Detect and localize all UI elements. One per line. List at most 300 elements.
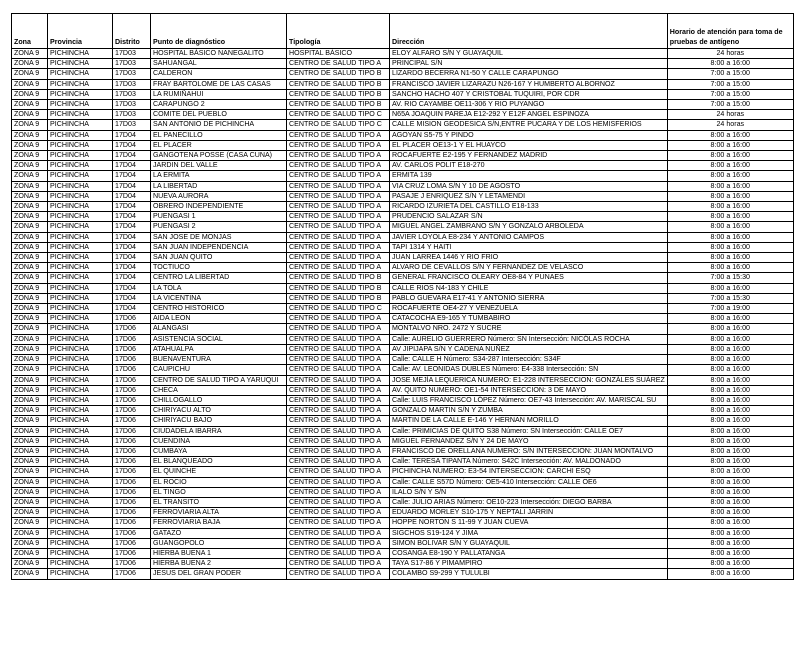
cell-zona: ZONA 9 [12,69,48,79]
cell-horario: 8:00 a 16:00 [667,212,793,222]
cell-tipologia: CENTRO DE SALUD TIPO B [287,69,390,79]
cell-provincia: PICHINCHA [48,100,113,110]
cell-punto: ASISTENCIA SOCIAL [151,334,287,344]
cell-tipologia: CENTRO DE SALUD TIPO A [287,528,390,538]
cell-provincia: PICHINCHA [48,457,113,467]
cell-distrito: 17D06 [113,508,151,518]
cell-horario: 7:00 a 15:00 [667,69,793,79]
cell-horario: 8:00 a 16:00 [667,344,793,354]
cell-tipologia: CENTRO DE SALUD TIPO A [287,232,390,242]
cell-zona: ZONA 9 [12,314,48,324]
cell-punto: JESUS DEL GRAN PODER [151,569,287,579]
cell-tipologia: CENTRO DE SALUD TIPO B [287,283,390,293]
cell-direccion: SIMON BOLIVAR S/N Y GUAYAQUIL [390,538,668,548]
cell-direccion: AV. QUITO NUMERO: OE1-54 INTERSECCION: 3 DE MAYO [390,385,668,395]
cell-zona: ZONA 9 [12,334,48,344]
cell-provincia: PICHINCHA [48,242,113,252]
cell-tipologia: CENTRO DE SALUD TIPO A [287,467,390,477]
cell-tipologia: CENTRO DE SALUD TIPO A [287,375,390,385]
table-row [12,140,794,150]
cell-distrito: 17D03 [113,49,151,59]
table-row [12,283,794,293]
cell-horario: 8:00 a 16:00 [667,130,793,140]
cell-distrito: 17D06 [113,324,151,334]
cell-punto: HIERBA BUENA 1 [151,548,287,558]
cell-horario: 8:00 a 16:00 [667,518,793,528]
cell-zona: ZONA 9 [12,324,48,334]
cell-provincia: PICHINCHA [48,385,113,395]
cell-horario: 8:00 a 16:00 [667,538,793,548]
cell-tipologia: CENTRO DE SALUD TIPO A [287,538,390,548]
cell-punto: PUENGASI 2 [151,222,287,232]
cell-tipologia: CENTRO DE SALUD TIPO A [287,446,390,456]
cell-tipologia: CENTRO DE SALUD TIPO A [287,497,390,507]
cell-tipologia: CENTRO DE SALUD TIPO A [287,222,390,232]
cell-tipologia: CENTRO DE SALUD TIPO A [287,151,390,161]
cell-distrito: 17D04 [113,304,151,314]
cell-provincia: PICHINCHA [48,426,113,436]
cell-horario: 24 horas [667,49,793,59]
cell-horario: 8:00 a 16:00 [667,416,793,426]
cell-horario: 8:00 a 16:00 [667,487,793,497]
cell-direccion: ROCAFUERTE E2-195 Y FERNANDEZ MADRID [390,151,668,161]
cell-horario: 8:00 a 16:00 [667,477,793,487]
cell-direccion: GONZALO MARTIN S/N Y ZUMBA [390,406,668,416]
cell-tipologia: CENTRO DE SALUD TIPO A [287,59,390,69]
cell-horario: 8:00 a 16:00 [667,375,793,385]
cell-punto: AIDA LEON [151,314,287,324]
cell-direccion: MARTIN DE LA CALLE E-146 Y HERNAN MORILLO [390,416,668,426]
cell-direccion: VIA CRUZ LOMA S/N Y 10 DE AGOSTO [390,181,668,191]
cell-distrito: 17D04 [113,232,151,242]
table-row [12,334,794,344]
cell-provincia: PICHINCHA [48,110,113,120]
cell-zona: ZONA 9 [12,355,48,365]
cell-provincia: PICHINCHA [48,355,113,365]
cell-zona: ZONA 9 [12,344,48,354]
cell-horario: 8:00 a 16:00 [667,365,793,375]
table-row [12,130,794,140]
cell-punto: ATAHUALPA [151,344,287,354]
cell-tipologia: CENTRO DE SALUD TIPO A [287,140,390,150]
cell-zona: ZONA 9 [12,304,48,314]
table-header [12,14,794,49]
cell-tipologia: CENTRO DE SALUD TIPO B [287,89,390,99]
table-row [12,253,794,263]
cell-direccion: TAPI 1314 Y HAITI [390,242,668,252]
cell-provincia: PICHINCHA [48,467,113,477]
table-row [12,69,794,79]
cell-zona: ZONA 9 [12,548,48,558]
table-row [12,528,794,538]
table-row [12,171,794,181]
table-row [12,202,794,212]
cell-zona: ZONA 9 [12,120,48,130]
cell-provincia: PICHINCHA [48,528,113,538]
header-distrito: Distrito [113,14,151,49]
cell-distrito: 17D06 [113,395,151,405]
cell-punto: BUENAVENTURA [151,355,287,365]
cell-direccion: AV. CARLOS POLIT E18-270 [390,161,668,171]
cell-tipologia: CENTRO DE SALUD TIPO A [287,457,390,467]
cell-zona: ZONA 9 [12,110,48,120]
cell-distrito: 17D04 [113,263,151,273]
cell-horario: 8:00 a 16:00 [667,263,793,273]
cell-horario: 8:00 a 16:00 [667,548,793,558]
cell-punto: PUENGASI 1 [151,212,287,222]
cell-direccion: JAVIER LOYOLA E8-234 Y ANTONIO CAMPOS [390,232,668,242]
table-row [12,375,794,385]
cell-direccion: AV JIPIJAPA S/N Y CADENA NUÑEZ [390,344,668,354]
cell-tipologia: CENTRO DE SALUD TIPO A [287,426,390,436]
cell-provincia: PICHINCHA [48,89,113,99]
table-row [12,477,794,487]
cell-punto: CENTRO LA LIBERTAD [151,273,287,283]
cell-provincia: PICHINCHA [48,548,113,558]
cell-distrito: 17D06 [113,385,151,395]
cell-distrito: 17D04 [113,253,151,263]
cell-punto: GANGOTENA POSSE (CASA CUNA) [151,151,287,161]
cell-zona: ZONA 9 [12,222,48,232]
cell-direccion: N65A JOAQUIN PAREJA E12-292 Y E12F ANGEL ESPINOZA [390,110,668,120]
cell-provincia: PICHINCHA [48,212,113,222]
cell-provincia: PICHINCHA [48,161,113,171]
table-row [12,518,794,528]
cell-punto: EL TINGO [151,487,287,497]
cell-horario: 8:00 a 16:00 [667,355,793,365]
table-row [12,222,794,232]
cell-horario: 24 horas [667,120,793,130]
cell-punto: HOSPITAL BÁSICO NANEGALITO [151,49,287,59]
cell-horario: 8:00 a 16:00 [667,181,793,191]
table-row [12,385,794,395]
table-row [12,446,794,456]
cell-distrito: 17D06 [113,538,151,548]
cell-direccion: EDUARDO MORLEY S10-175 Y NEPTALI JARRIN [390,508,668,518]
cell-zona: ZONA 9 [12,273,48,283]
header-zona: Zona [12,14,48,49]
table-row [12,406,794,416]
cell-provincia: PICHINCHA [48,232,113,242]
cell-tipologia: CENTRO DE SALUD TIPO A [287,253,390,263]
cell-tipologia: CENTRO DE SALUD TIPO B [287,79,390,89]
cell-punto: CALDERON [151,69,287,79]
table-row [12,497,794,507]
cell-direccion: GENERAL FRANCISCO OLEARY OE8-84 Y PUNAES [390,273,668,283]
cell-tipologia: CENTRO DE SALUD TIPO A [287,334,390,344]
cell-punto: CENTRO DE SALUD TIPO A YARUQUI [151,375,287,385]
cell-provincia: PICHINCHA [48,487,113,497]
cell-zona: ZONA 9 [12,528,48,538]
cell-zona: ZONA 9 [12,375,48,385]
header-horario: Horario de atención para toma de pruebas de antígeno [667,14,793,49]
cell-distrito: 17D03 [113,100,151,110]
cell-provincia: PICHINCHA [48,79,113,89]
table-row [12,59,794,69]
cell-provincia: PICHINCHA [48,344,113,354]
cell-punto: CAUPICHU [151,365,287,375]
cell-direccion: FRANCISCO DE ORELLANA NUMERO: S/N INTERSECCION: JUAN MONTALVO [390,446,668,456]
cell-distrito: 17D04 [113,293,151,303]
cell-direccion: AV. RIO CAYAMBE OE11-306 Y RIO PUYANGO [390,100,668,110]
table-row [12,436,794,446]
cell-tipologia: CENTRO DE SALUD TIPO A [287,161,390,171]
cell-horario: 8:00 a 16:00 [667,283,793,293]
cell-tipologia: CENTRO DE SALUD TIPO B [287,293,390,303]
cell-horario: 8:00 a 16:00 [667,242,793,252]
cell-tipologia: CENTRO DE SALUD TIPO A [287,181,390,191]
cell-horario: 7:00 a 19:00 [667,304,793,314]
cell-direccion: Calle: LUIS FRANCISCO LÓPEZ Número: OE7-43 Intersección: AV. MARISCAL SU [390,395,668,405]
cell-punto: CIUDADELA IBARRA [151,426,287,436]
cell-horario: 8:00 a 16:00 [667,232,793,242]
cell-tipologia: CENTRO DE SALUD TIPO A [287,385,390,395]
cell-punto: TOCTIUCO [151,263,287,273]
cell-punto: LA RUMIÑAHUI [151,89,287,99]
cell-direccion: PRINCIPAL S/N [390,59,668,69]
cell-zona: ZONA 9 [12,59,48,69]
cell-distrito: 17D04 [113,222,151,232]
cell-direccion: COSANGA E8-190 Y PALLATANGA [390,548,668,558]
cell-tipologia: CENTRO DE SALUD TIPO A [287,406,390,416]
cell-provincia: PICHINCHA [48,365,113,375]
cell-horario: 7:00 a 15:00 [667,79,793,89]
cell-distrito: 17D03 [113,110,151,120]
cell-provincia: PICHINCHA [48,375,113,385]
cell-horario: 8:00 a 16:00 [667,406,793,416]
cell-horario: 7:00 a 15:30 [667,293,793,303]
cell-punto: JARDIN DEL VALLE [151,161,287,171]
cell-punto: CHECA [151,385,287,395]
header-tipologia: Tipología [287,14,390,49]
header-direccion: Dirección [390,14,668,49]
cell-provincia: PICHINCHA [48,416,113,426]
cell-punto: FERROVIARIA BAJA [151,518,287,528]
cell-zona: ZONA 9 [12,263,48,273]
table-row [12,508,794,518]
cell-direccion: ILALO S/N Y S/N [390,487,668,497]
table-row [12,365,794,375]
cell-direccion: Calle: CALLE S57D Número: OE5-410 Intersección: CALLE OE6 [390,477,668,487]
cell-provincia: PICHINCHA [48,304,113,314]
cell-horario: 8:00 a 16:00 [667,446,793,456]
cell-provincia: PICHINCHA [48,130,113,140]
cell-horario: 8:00 a 16:00 [667,497,793,507]
cell-provincia: PICHINCHA [48,569,113,579]
cell-tipologia: CENTRO DE SALUD TIPO A [287,130,390,140]
cell-distrito: 17D06 [113,355,151,365]
cell-zona: ZONA 9 [12,171,48,181]
cell-direccion: SANCHO HACHO 407 Y CRISTOBAL TUQUIRI, POR CDR [390,89,668,99]
cell-zona: ZONA 9 [12,89,48,99]
cell-direccion: ALVARO DE CEVALLOS S/N Y FERNANDEZ DE VELASCO [390,263,668,273]
cell-direccion: JOSE MEJÍA LEQUERICA NUMERO: E1-228 INTERSECCION: GONZÁLES SUÁREZ [390,375,668,385]
cell-tipologia: CENTRO DE SALUD TIPO A [287,202,390,212]
cell-distrito: 17D06 [113,467,151,477]
table-row [12,467,794,477]
cell-distrito: 17D06 [113,559,151,569]
cell-horario: 8:00 a 16:00 [667,334,793,344]
table-row [12,49,794,59]
cell-punto: EL BLANQUEADO [151,457,287,467]
cell-horario: 8:00 a 16:00 [667,140,793,150]
cell-distrito: 17D06 [113,406,151,416]
cell-horario: 7:00 a 15:30 [667,273,793,283]
header-provincia: Provincia [48,14,113,49]
cell-direccion: PASAJE J ENRIQUEZ S/N Y LETAMENDI [390,191,668,201]
cell-zona: ZONA 9 [12,446,48,456]
cell-punto: NUEVA AURORA [151,191,287,201]
cell-zona: ZONA 9 [12,395,48,405]
table-row [12,416,794,426]
cell-tipologia: CENTRO DE SALUD TIPO C [287,110,390,120]
cell-punto: CUENDINA [151,436,287,446]
cell-provincia: PICHINCHA [48,49,113,59]
cell-zona: ZONA 9 [12,130,48,140]
table-row [12,110,794,120]
cell-distrito: 17D06 [113,416,151,426]
cell-zona: ZONA 9 [12,49,48,59]
cell-direccion: PRUDENCIO SALAZAR S/N [390,212,668,222]
cell-zona: ZONA 9 [12,161,48,171]
cell-tipologia: CENTRO DE SALUD TIPO C [287,304,390,314]
cell-direccion: ELOY ALFARO S/N Y GUAYAQUIL [390,49,668,59]
cell-horario: 8:00 a 16:00 [667,569,793,579]
table-row [12,548,794,558]
cell-zona: ZONA 9 [12,508,48,518]
cell-provincia: PICHINCHA [48,283,113,293]
cell-provincia: PICHINCHA [48,477,113,487]
cell-horario: 8:00 a 16:00 [667,314,793,324]
cell-tipologia: CENTRO DE SALUD TIPO A [287,548,390,558]
cell-tipologia: CENTRO DE SALUD TIPO A [287,314,390,324]
table-row [12,426,794,436]
cell-horario: 8:00 a 16:00 [667,559,793,569]
cell-zona: ZONA 9 [12,253,48,263]
cell-direccion: RICARDO IZURIETA DEL CASTILLO E18-133 [390,202,668,212]
cell-horario: 8:00 a 16:00 [667,202,793,212]
cell-punto: ALANGASI [151,324,287,334]
cell-direccion: FRANCISCO JAVIER LIZARAZU N26-167 Y HUMBERTO ALBORNOZ [390,79,668,89]
cell-distrito: 17D04 [113,283,151,293]
table-row [12,191,794,201]
cell-provincia: PICHINCHA [48,191,113,201]
cell-punto: HIERBA BUENA 2 [151,559,287,569]
cell-tipologia: CENTRO DE SALUD TIPO A [287,508,390,518]
cell-zona: ZONA 9 [12,232,48,242]
header-row [12,14,794,49]
cell-punto: GATAZO [151,528,287,538]
cell-distrito: 17D06 [113,446,151,456]
cell-direccion: Calle: TERESA TIPANTA Número: S42C Intersección: AV. MALDONADO [390,457,668,467]
cell-horario: 8:00 a 16:00 [667,385,793,395]
table-row [12,487,794,497]
cell-zona: ZONA 9 [12,457,48,467]
cell-distrito: 17D04 [113,191,151,201]
cell-distrito: 17D06 [113,365,151,375]
cell-direccion: CALLE MISION GEODESICA S/N,ENTRE PUCARA Y DE LOS HEMISFERIOS [390,120,668,130]
cell-provincia: PICHINCHA [48,263,113,273]
cell-zona: ZONA 9 [12,151,48,161]
cell-horario: 8:00 a 16:00 [667,222,793,232]
cell-provincia: PICHINCHA [48,324,113,334]
table-row [12,344,794,354]
cell-horario: 24 horas [667,110,793,120]
cell-zona: ZONA 9 [12,426,48,436]
cell-horario: 8:00 a 16:00 [667,171,793,181]
cell-provincia: PICHINCHA [48,406,113,416]
cell-punto: SAN JOSE DE MONJAS [151,232,287,242]
table-row [12,212,794,222]
cell-provincia: PICHINCHA [48,314,113,324]
cell-provincia: PICHINCHA [48,69,113,79]
cell-provincia: PICHINCHA [48,120,113,130]
cell-horario: 8:00 a 16:00 [667,151,793,161]
cell-horario: 8:00 a 16:00 [667,508,793,518]
cell-provincia: PICHINCHA [48,59,113,69]
cell-distrito: 17D06 [113,548,151,558]
cell-zona: ZONA 9 [12,191,48,201]
table-body [12,49,794,580]
table-row [12,263,794,273]
cell-horario: 7:00 a 15:00 [667,100,793,110]
cell-direccion: AGOYAN S5-75 Y PINDO [390,130,668,140]
cell-distrito: 17D04 [113,130,151,140]
table-row [12,293,794,303]
cell-provincia: PICHINCHA [48,395,113,405]
cell-direccion: HOPPE NORTON S 11-99 Y JUAN CUEVA [390,518,668,528]
cell-tipologia: CENTRO DE SALUD TIPO A [287,395,390,405]
table-row [12,79,794,89]
table-row [12,538,794,548]
cell-direccion: LIZARDO BECERRA N1-50 Y CALLE CARAPUNGO [390,69,668,79]
cell-zona: ZONA 9 [12,242,48,252]
cell-tipologia: CENTRO DE SALUD TIPO A [287,344,390,354]
cell-direccion: MONTALVO NRO. 2472 Y SUCRE [390,324,668,334]
cell-direccion: Calle: PRIMICIAS DE QUITO S38 Número: SN Intersección: CALLE OE7 [390,426,668,436]
cell-punto: LA ERMITA [151,171,287,181]
cell-tipologia: HOSPITAL BÁSICO [287,49,390,59]
cell-punto: CHIRIYACU BAJO [151,416,287,426]
cell-tipologia: CENTRO DE SALUD TIPO A [287,416,390,426]
cell-distrito: 17D03 [113,120,151,130]
cell-tipologia: CENTRO DE SALUD TIPO B [287,100,390,110]
cell-zona: ZONA 9 [12,497,48,507]
cell-provincia: PICHINCHA [48,508,113,518]
cell-zona: ZONA 9 [12,365,48,375]
cell-tipologia: CENTRO DE SALUD TIPO A [287,263,390,273]
cell-distrito: 17D04 [113,202,151,212]
table-row [12,242,794,252]
cell-zona: ZONA 9 [12,181,48,191]
cell-tipologia: CENTRO DE SALUD TIPO A [287,569,390,579]
cell-zona: ZONA 9 [12,518,48,528]
cell-punto: FRAY BARTOLOME DE LAS CASAS [151,79,287,89]
table-row [12,569,794,579]
cell-tipologia: CENTRO DE SALUD TIPO A [287,242,390,252]
cell-punto: LA TOLA [151,283,287,293]
cell-punto: LA LIBERTAD [151,181,287,191]
cell-distrito: 17D04 [113,140,151,150]
cell-distrito: 17D03 [113,59,151,69]
cell-direccion: JUAN LARREA 1446 Y RIO FRIO [390,253,668,263]
cell-horario: 8:00 a 16:00 [667,161,793,171]
cell-zona: ZONA 9 [12,467,48,477]
cell-distrito: 17D06 [113,457,151,467]
cell-punto: SAN JUAN INDEPENDENCIA [151,242,287,252]
cell-provincia: PICHINCHA [48,497,113,507]
cell-provincia: PICHINCHA [48,518,113,528]
